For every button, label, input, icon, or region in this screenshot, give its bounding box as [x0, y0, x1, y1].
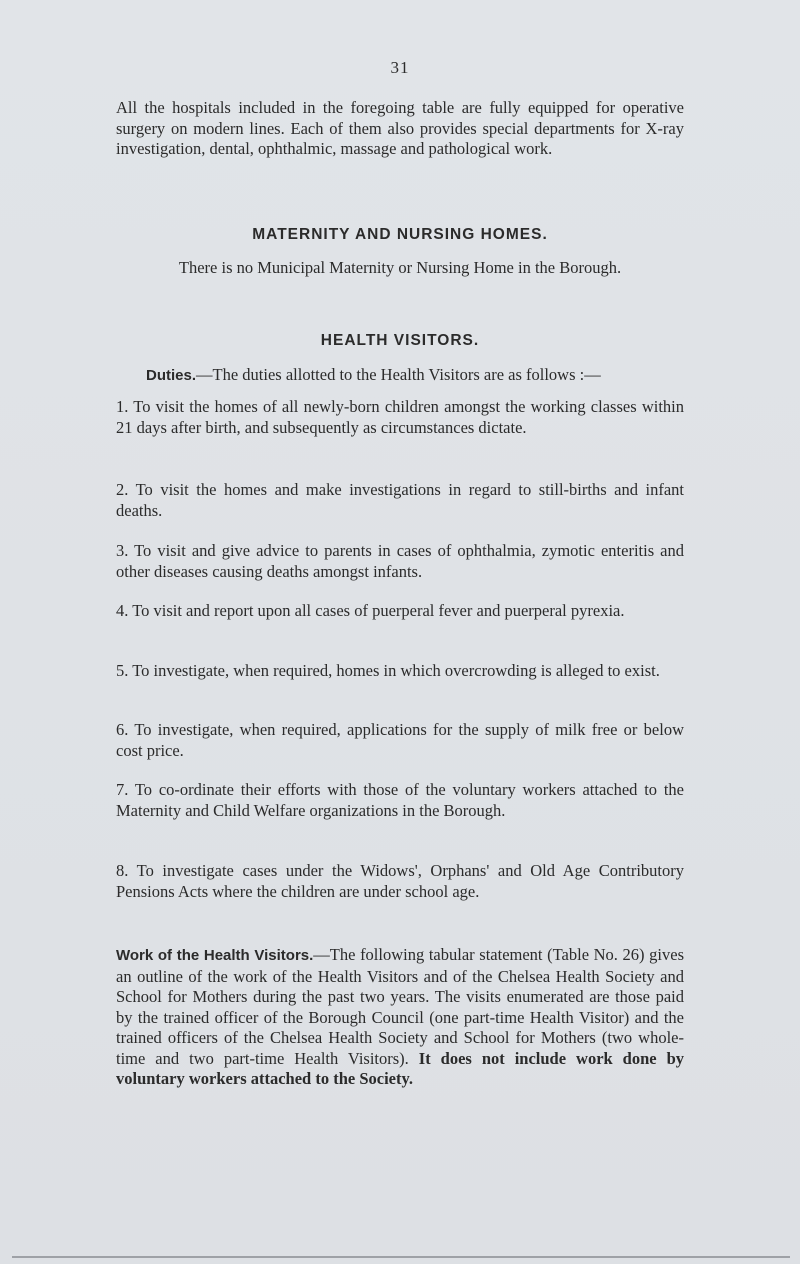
duty-item-3: 3. To visit and give advice to parents in cases of ophthalmia, zymotic enteritis and other diseases causing deaths amongst infants. [116, 541, 684, 581]
maternity-text: There is no Municipal Maternity or Nursing Home in the Borough. [178, 258, 622, 277]
health-visitors-heading: HEALTH VISITORS. [320, 332, 480, 349]
work-label: Work of the Health Visitors. [116, 947, 314, 964]
duty-item-1: 1. To visit the homes of all newly-born children amongst the working classes within 21 days after birth, and subsequently as circumstances dictate. [116, 397, 684, 437]
page-number: 31 [390, 58, 410, 77]
duty-item-7: 7. To co-ordinate their efforts with those of the voluntary workers attached to the Maternity and Child Welfare organizations in the Borough. [116, 780, 684, 820]
work-of-health-visitors-paragraph [116, 945, 684, 1090]
duties-label: Duties. [146, 367, 197, 384]
duty-item-4: 4. To visit and report upon all cases of puerperal fever and puerperal pyrexia. [116, 601, 625, 620]
duty-item-5: 5. To investigate, when required, homes in which overcrowding is alleged to exist. [116, 661, 660, 680]
duty-item-8: 8. To investigate cases under the Widows', Orphans' and Old Age Contributory Pensions Acts where the children are under school age. [116, 861, 684, 901]
work-text-bold: It does not include work done by voluntary workers attached to the Society. [116, 1048, 684, 1088]
duty-item-6: 6. To investigate, when required, applications for the supply of milk free or below cost price. [116, 720, 684, 760]
work-text: —The following tabular statement (Table No. 26) gives an outline of the work of the Health Visitors and of the Chelsea Health Society and School for Mothers during the past two years. The visits enumerated are those paid by the trained officer of the Borough Council (one part-time Health Visitor) and the trained officers of the Chelsea Health Society and School for Mothers (two whole-time and two part-time Health Visitors). [116, 945, 684, 1068]
duty-item-2: 2. To visit the homes and make investigations in regard to still-births and infant deaths. [116, 480, 684, 520]
maternity-heading: MATERNITY AND NURSING HOMES. [252, 226, 548, 243]
intro-paragraph: All the hospitals included in the foregoing table are fully equipped for operative surgery on modern lines. Each of them also provides special departments for X-ray investigation, dental, ophthalmic, massage and pathological work. [116, 98, 684, 158]
page-bottom-edge [12, 1256, 790, 1258]
duties-intro [146, 365, 684, 387]
duties-intro-text: —The duties allotted to the Health Visitors are as follows :— [196, 365, 601, 384]
